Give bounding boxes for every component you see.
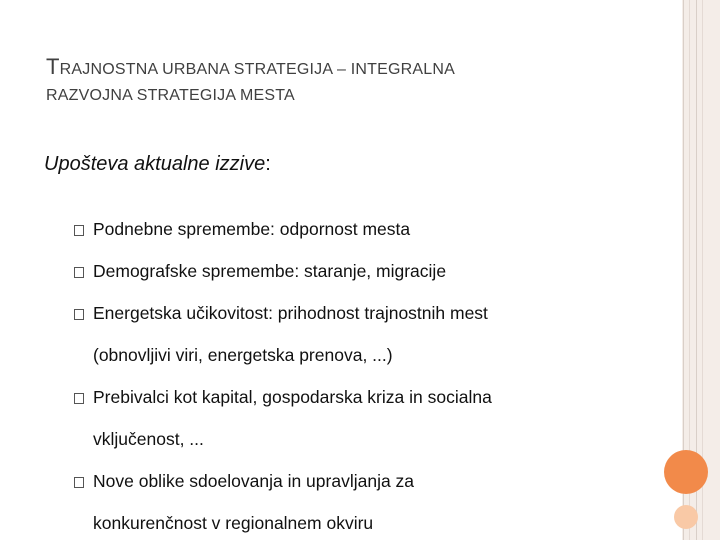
subheading-colon: :	[265, 153, 271, 175]
bullet-item	[74, 296, 634, 380]
bullet-line	[74, 254, 634, 296]
bullet-text: Podnebne spremembe: odpornost mesta	[93, 219, 411, 239]
bullet-text: Nove oblike sdoelovanja in upravljanja za	[93, 471, 415, 491]
bullet-continuation: konkurenčnost v regionalnem okviru	[93, 513, 374, 533]
bullet-line	[74, 296, 634, 338]
decorative-circle-large	[664, 450, 708, 494]
bullet-item	[74, 464, 634, 548]
bullet-item	[74, 380, 634, 464]
title-line-2: RAZVOJNA STRATEGIJA MESTA	[46, 87, 295, 105]
bullet-text: Energetska učikovitost: prihodnost trajnostnih mest	[93, 303, 488, 323]
bullet-text: Demografske spremembe: staranje, migracije	[93, 261, 447, 281]
bullet-line	[74, 212, 634, 254]
bullet-line	[74, 380, 634, 422]
bullet-list	[74, 212, 634, 548]
bullet-line	[74, 464, 634, 506]
decorative-circle-small	[674, 505, 698, 529]
checkbox-bullet-icon	[74, 225, 84, 236]
bullet-text: Prebivalci kot kapital, gospodarska kriza in socialna	[93, 387, 492, 407]
title-line-1-text: RAJNOSTNA URBANA STRATEGIJA – INTEGRALNA	[59, 61, 455, 78]
bullet-item	[74, 254, 634, 296]
slide-title	[46, 50, 646, 109]
title-initial: T	[46, 54, 60, 79]
bullet-continuation: vključenost, ...	[93, 429, 204, 449]
checkbox-bullet-icon	[74, 267, 84, 278]
bullet-item	[74, 212, 634, 254]
checkbox-bullet-icon	[74, 309, 84, 320]
bullet-continuation: (obnovljivi viri, energetska prenova, ...)	[93, 345, 393, 365]
checkbox-bullet-icon	[74, 477, 84, 488]
checkbox-bullet-icon	[74, 393, 84, 404]
title-line-1	[46, 50, 646, 84]
subheading-text: Upošteva aktualne izzive	[44, 153, 266, 175]
subheading	[44, 153, 271, 176]
